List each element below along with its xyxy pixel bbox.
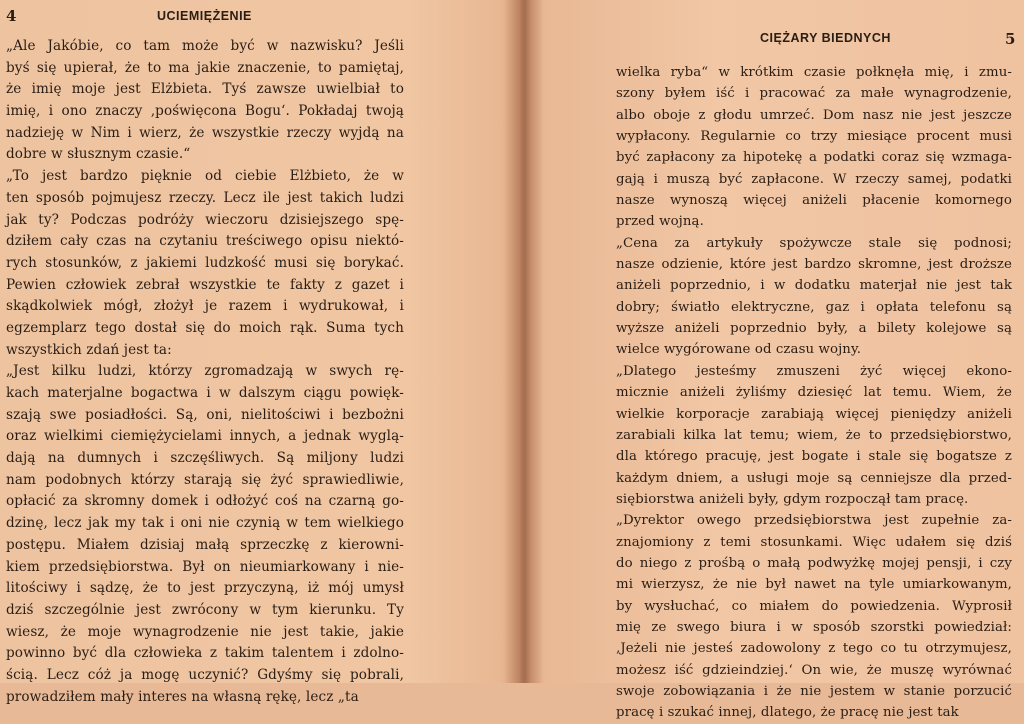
text-line: wielkie korporacje zarabiają więcej pieniędzy aniżeli	[616, 406, 1012, 422]
text-line: gają i muszą być zapłacone. W rzeczy samej, podatki	[616, 171, 1012, 187]
text-line: dla którego pracuję, jest bogate i stale się bogatsze z	[616, 449, 1012, 465]
text-line: mię ze swego biura i w sposób szorstki powiedział:	[616, 619, 1012, 635]
text-line: skądkolwiek mógł, złożył je razem i wydrukował, i	[6, 298, 404, 315]
right-page-text	[616, 62, 1012, 724]
right-page-number: 5	[1005, 30, 1016, 48]
left-page-number: 4	[6, 7, 17, 25]
text-line: wiesz, że moje wynagrodzenie nie jest takie, jakie	[6, 623, 404, 640]
text-line: mi wierzysz, że nie był nawet na tyle umiarkowanym,	[616, 577, 1012, 593]
text-line: byś się upierał, że to ma jakie znaczenie, to pamiętaj,	[6, 59, 404, 76]
text-line: „Dyrektor owego przedsiębiorstwa jest zupełnie za-	[616, 513, 1012, 529]
text-line: nasze wynoszą więcej aniżeli płacenie komornego	[616, 193, 1012, 209]
text-line: wszystkich zdań jest ta:	[6, 341, 172, 358]
text-line: „Jest kilku ludzi, którzy zgromadzają w swych rę-	[6, 363, 404, 380]
text-line: siębiorstwa aniżeli były, gdym rozpoczął tam pracę.	[616, 491, 969, 507]
text-line: ten sposób pojmujesz rzeczy. Lecz ile jest takich ludzi	[6, 189, 404, 206]
text-line: możesz iść gdzieindziej.‘ On wie, że muszę wyrównać	[616, 662, 1012, 678]
text-line: albo oboje z głodu umrzeć. Dom nasz nie jest jeszcze	[616, 107, 1012, 123]
text-line: nasze odzienie, które jest bardzo skromne, jest droższe	[616, 257, 1012, 273]
text-line: dziś szczególnie jest zwrócony w tym kierunku. Ty	[6, 601, 404, 618]
text-line: opłacić za skromny domek i odłożyć coś na czarną go-	[6, 493, 404, 510]
text-line: szony byłem iść i pracować za małe wynagrodzenie,	[616, 86, 1012, 102]
left-page-text	[6, 36, 404, 708]
text-line: rych stosunków, z jakiemi ludzkość musi się borykać.	[6, 254, 404, 271]
text-line: przed wojną.	[616, 214, 704, 230]
text-line: „Dlatego jesteśmy zmuszeni żyć więcej ekono-	[616, 363, 1012, 379]
text-line: ścią. Lecz cóż ja mogę uczynić? Gdyśmy się pobrali,	[6, 666, 404, 683]
text-line: dobry; światło elektryczne, gaz i opłata telefonu są	[616, 299, 1012, 315]
text-line: zarabiali kilka lat temu; wiem, że to przedsiębiorstwo,	[616, 427, 1012, 443]
text-line: dzinę, lecz jak my tak i oni nie czynią w tem wielkiego	[6, 515, 404, 532]
right-page	[524, 0, 1024, 721]
text-line: wielce wygórowane od czasu wojny.	[616, 342, 862, 358]
text-line: „To jest bardzo pięknie od ciebie Elżbieto, że w	[6, 168, 404, 185]
text-line: dziłem cały czas na czytaniu treściwego opisu niektó-	[6, 233, 404, 250]
text-line: by wysłuchać, co miałem do powiedzenia. Wyprosił	[616, 598, 1012, 614]
text-line: wypłacony. Regularnie co trzy miesiące procent musi	[616, 129, 1012, 145]
text-line: micznie aniżeli żyliśmy dziesięć lat temu. Wiem, że	[616, 385, 1012, 401]
text-line: wielka ryba“ w krótkim czasie połknęła mię, i zmu-	[616, 65, 1012, 80]
text-line: każdym dniem, a usługi moje są cenniejsze dla przed-	[616, 470, 1012, 486]
text-line: litościwy i sądzę, że to jest przyczyną, iż mój umysł	[6, 580, 404, 597]
text-line: postępu. Miałem dzisiaj małą sprzeczkę z kierowni-	[6, 536, 404, 553]
text-line: pracę i szukać innej, dlatego, że pracę nie jest tak	[616, 705, 959, 721]
text-line: znajomiony z temi stosunkami. Więc udałem się dziś	[616, 534, 1012, 550]
text-line: swoje zobowiązania i że nie jestem w stanie porzucić	[616, 683, 1012, 699]
text-line: Pewien człowiek zebrał wszystkie te fakty z gazet i	[6, 276, 404, 293]
text-line: szają swe posiadłości. Są, oni, nielitościwi i bezbożni	[6, 406, 404, 423]
text-line: że imię moje jest Elżbieta. Tyś zawsze uwielbiał to	[6, 81, 404, 98]
text-line: ‚Jeżeli nie jesteś zadowolony z tego co tu otrzymujesz,	[616, 641, 1012, 657]
text-line: „Ale Jakóbie, co tam może być w nazwisku? Jeśli	[6, 38, 404, 54]
text-line: „Cena za artykuły spożywcze stale się podnosi;	[616, 235, 1012, 251]
text-line: oraz wielkimi ciemiężycielami innych, a jednak wyglą-	[6, 428, 404, 445]
text-line: powinno być dla człowieka z takim talentem i zdolno-	[6, 645, 404, 662]
text-line: jak ty? Podczas podróży wieczoru dzisiejszego spę-	[6, 211, 404, 228]
text-line: egzemplarz tego dostał się do moich rąk. Suma tych	[6, 319, 404, 336]
text-line: wyższe aniżeli poprzednio były, a bilety kolejowe są	[616, 321, 1012, 337]
text-line: kach materjalne bogactwa i w dalszym ciągu powięk-	[6, 385, 404, 401]
text-line: do niego z prośbą o małą podwyżkę mojej pensji, i czy	[616, 555, 1012, 571]
text-line: aniżeli poprzednio, i w dodatku materjał nie jest tak	[616, 278, 1012, 294]
text-line: nam podobnych którzy starają się żyć sprawiedliwie,	[6, 471, 404, 488]
text-line: dobre w słusznym czasie.“	[6, 146, 191, 163]
text-line: nadzieję w Nim i wierz, że wszystkie rzeczy wyjdą na	[6, 124, 404, 141]
text-line: kiem przedsiębiorstwa. Był on nieumiarkowany i nie-	[6, 558, 404, 575]
text-line: być zapłacony za hipotekę a podatki coraz się wzmaga-	[616, 150, 1012, 166]
text-line: dają na dumnych i szczęśliwych. Są miljony ludzi	[6, 450, 404, 467]
left-page	[0, 0, 512, 705]
text-line: imię, i ono znaczy ‚poświęcona Bogu‘. Pokładaj twoją	[6, 103, 404, 120]
right-running-title: CIĘŻARY BIEDNYCH	[760, 31, 891, 45]
left-running-title: UCIEMIĘŻENIE	[157, 9, 252, 23]
text-line: prowadziłem mały interes na własną rękę, lecz „ta	[6, 688, 359, 705]
